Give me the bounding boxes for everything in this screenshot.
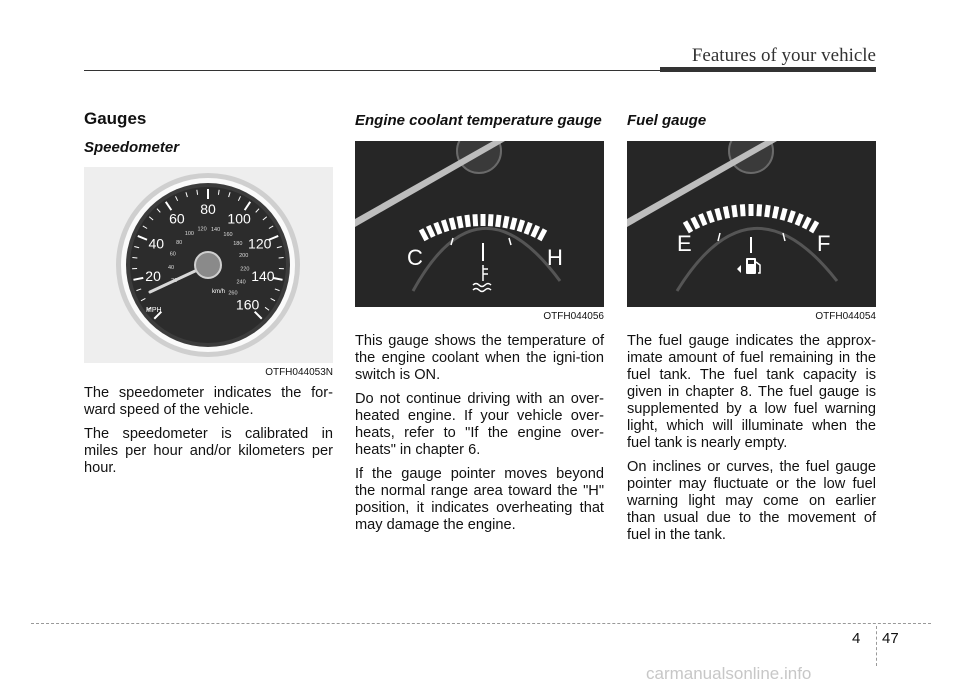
gauge-segment bbox=[734, 205, 736, 217]
paragraph: Do not continue driving with an over-heated engine. If your vehicle over-heats, refer to "If the engine over-heats" in chapter 6. bbox=[355, 391, 604, 458]
fuel-subtitle: Fuel gauge bbox=[627, 112, 707, 129]
kmh-tick-label: 60 bbox=[169, 251, 176, 258]
kmh-tick-label: 220 bbox=[240, 266, 250, 273]
kmh-tick-label: 100 bbox=[184, 231, 195, 238]
empty-label: E bbox=[677, 231, 692, 256]
gauge-segment bbox=[467, 215, 468, 227]
gauge-segment bbox=[519, 220, 523, 231]
needle-hub bbox=[195, 252, 221, 278]
fuel-gauge-illustration bbox=[627, 141, 876, 307]
paragraph: The speedometer indicates the for-ward speed of the vehicle. bbox=[84, 385, 333, 418]
kmh-tick-label: 80 bbox=[176, 239, 183, 246]
kmh-tick-label: 160 bbox=[223, 231, 233, 238]
column-fuel-gauge bbox=[627, 108, 876, 551]
column-coolant-gauge bbox=[355, 108, 604, 541]
coolant-gauge-illustration bbox=[355, 141, 604, 307]
gauge-segment bbox=[443, 220, 447, 231]
gauge-segment bbox=[725, 207, 727, 219]
mph-tick-label: 80 bbox=[200, 201, 216, 217]
gauge-segment bbox=[717, 208, 720, 220]
kmh-tick-label: 260 bbox=[228, 290, 238, 297]
watermark: carmanualsonline.info bbox=[646, 664, 812, 683]
cold-label: C bbox=[407, 245, 423, 270]
mph-unit-label: MPH bbox=[146, 307, 162, 314]
kmh-tick-label: 200 bbox=[239, 253, 249, 260]
gauge-segment bbox=[459, 216, 461, 228]
footer-divider bbox=[876, 626, 877, 666]
paragraph: If the gauge pointer moves beyond the normal range area toward the "H" position, it indicates overheating that may damage the engine. bbox=[355, 466, 604, 533]
paragraph: The fuel gauge indicates the approx-imate amount of fuel remaining in the fuel tank. The fuel tank capacity is given in chapter 8. The fuel gauge is supplemented by a low fuel warning light, which will illuminate when the fuel tank is nearly empty. bbox=[627, 333, 876, 451]
coolant-figure bbox=[355, 141, 604, 322]
speedometer-figure bbox=[84, 167, 333, 378]
running-header-title: Features of your vehicle bbox=[691, 45, 876, 66]
paragraph: The speedometer is calibrated in miles per hour and/or kilometers per hour. bbox=[84, 426, 333, 476]
figure-code: OTFH044054 bbox=[815, 311, 876, 322]
mph-tick-label: 60 bbox=[169, 210, 185, 227]
mph-tick-label: 100 bbox=[227, 210, 251, 227]
full-label: F bbox=[817, 231, 831, 256]
header-rule-bold bbox=[660, 67, 876, 72]
chapter-number: 4 bbox=[852, 630, 861, 647]
speedometer-subtitle: Speedometer bbox=[84, 139, 180, 156]
gauge-segment bbox=[451, 218, 454, 230]
gauge-segment bbox=[498, 215, 499, 227]
paragraph: This gauge shows the temperature of the engine coolant when the igni-tion switch is ON. bbox=[355, 333, 604, 383]
section-title: Gauges bbox=[84, 109, 147, 128]
fuel-figure bbox=[627, 141, 876, 322]
mph-tick-label: 120 bbox=[248, 235, 272, 252]
figure-code: OTFH044056 bbox=[543, 311, 604, 322]
column-speedometer bbox=[84, 108, 333, 484]
page-number: 47 bbox=[882, 630, 899, 647]
coolant-subtitle: Engine coolant temperature gauge bbox=[355, 112, 602, 129]
kmh-unit-label: km/h bbox=[212, 289, 226, 295]
kmh-tick-label: 140 bbox=[210, 226, 221, 233]
kmh-tick-label: 240 bbox=[236, 279, 246, 286]
mph-tick-label: 140 bbox=[251, 267, 275, 284]
hot-label: H bbox=[547, 245, 563, 270]
gauge-segment bbox=[767, 205, 769, 217]
kmh-tick-label: 40 bbox=[167, 264, 175, 271]
kmh-tick-label: 180 bbox=[233, 241, 243, 248]
speedometer-illustration bbox=[84, 167, 333, 363]
kmh-tick-label: 120 bbox=[197, 226, 207, 233]
gauge-segment bbox=[782, 208, 785, 220]
mph-tick-label: 40 bbox=[148, 235, 165, 252]
gauge-segment bbox=[505, 216, 507, 228]
figure-code: OTFH044053N bbox=[265, 367, 333, 378]
mph-tick-label: 160 bbox=[235, 296, 260, 313]
gauge-segment bbox=[490, 214, 491, 226]
footer-rule bbox=[31, 623, 931, 624]
gauge-segment bbox=[512, 218, 515, 230]
paragraph: On inclines or curves, the fuel gauge pointer may fluctuate or the low fuel warning light may come on earlier than usual due to the movement of fuel in the tank. bbox=[627, 459, 876, 543]
gauge-segment bbox=[759, 204, 760, 216]
gauge-segment bbox=[475, 214, 476, 226]
header-rule bbox=[84, 70, 660, 71]
gauge-segment bbox=[742, 204, 743, 216]
mph-tick-label: 20 bbox=[145, 267, 161, 284]
gauge-segment bbox=[774, 207, 776, 219]
